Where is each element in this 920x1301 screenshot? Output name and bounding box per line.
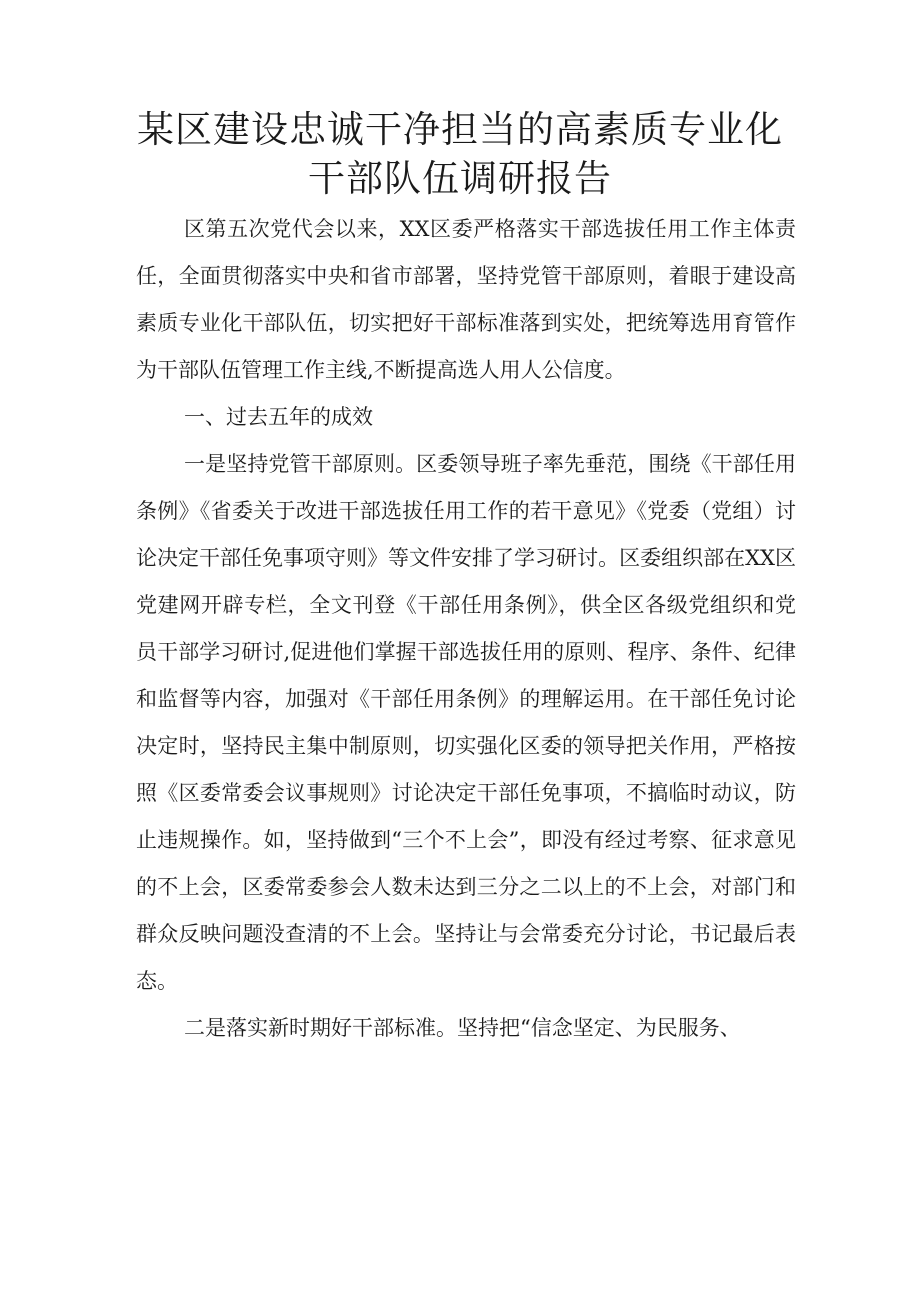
section-paragraph-1: 一是坚持党管干部原则。区委领导班子率先垂范，围绕《干部任用条例》《省委关于改进干部选拔任用工作的若干意见》《党委（党组）讨论决定干部任免事项守则》等文件安排了学习研讨。区委组织部在XX区党建网开辟专栏，全文刊登《干部任用条例》，供全区各级党组织和党员干部学习研讨,促进他们掌握干部选拔任用的原则、程序、条件、纪律和监督等内容，加强对《干部任用条例》的理解运用。在干部任免讨论决定时，坚持民主集中制原则，切实强化区委的领导把关作用，严格按照《区委常委会议事规则》讨论决定干部任免事项，不搞临时动议，防止违规操作。如，坚持做到“三个不上会”，即没有经过考察、征求意见的不上会，区委常委参会人数未达到三分之二以上的不上会，对部门和群众反映问题没查清的不上会。坚持让与会常委充分讨论，书记最后表态。 bbox=[136, 452, 796, 993]
section-paragraph-2: 二是落实新时期好干部标准。坚持把“信念坚定、为民服务、 bbox=[184, 1016, 741, 1040]
document-body bbox=[136, 206, 796, 1052]
document-title-line-2: 干部队伍调研报告 bbox=[308, 157, 612, 200]
document-title-line-1: 某区建设忠诚干净担当的高素质专业化 bbox=[137, 108, 783, 151]
intro-paragraph: 区第五次党代会以来，XX区委严格落实干部选拔任用工作主体责任，全面贯彻落实中央和省市部署，坚持党管干部原则，着眼于建设高素质专业化干部队伍，切实把好干部标准落到实处，把统筹选用育管作为干部队伍管理工作主线,不断提高选人用人公信度。 bbox=[136, 217, 796, 382]
section-heading: 一、过去五年的成效 bbox=[184, 405, 373, 429]
